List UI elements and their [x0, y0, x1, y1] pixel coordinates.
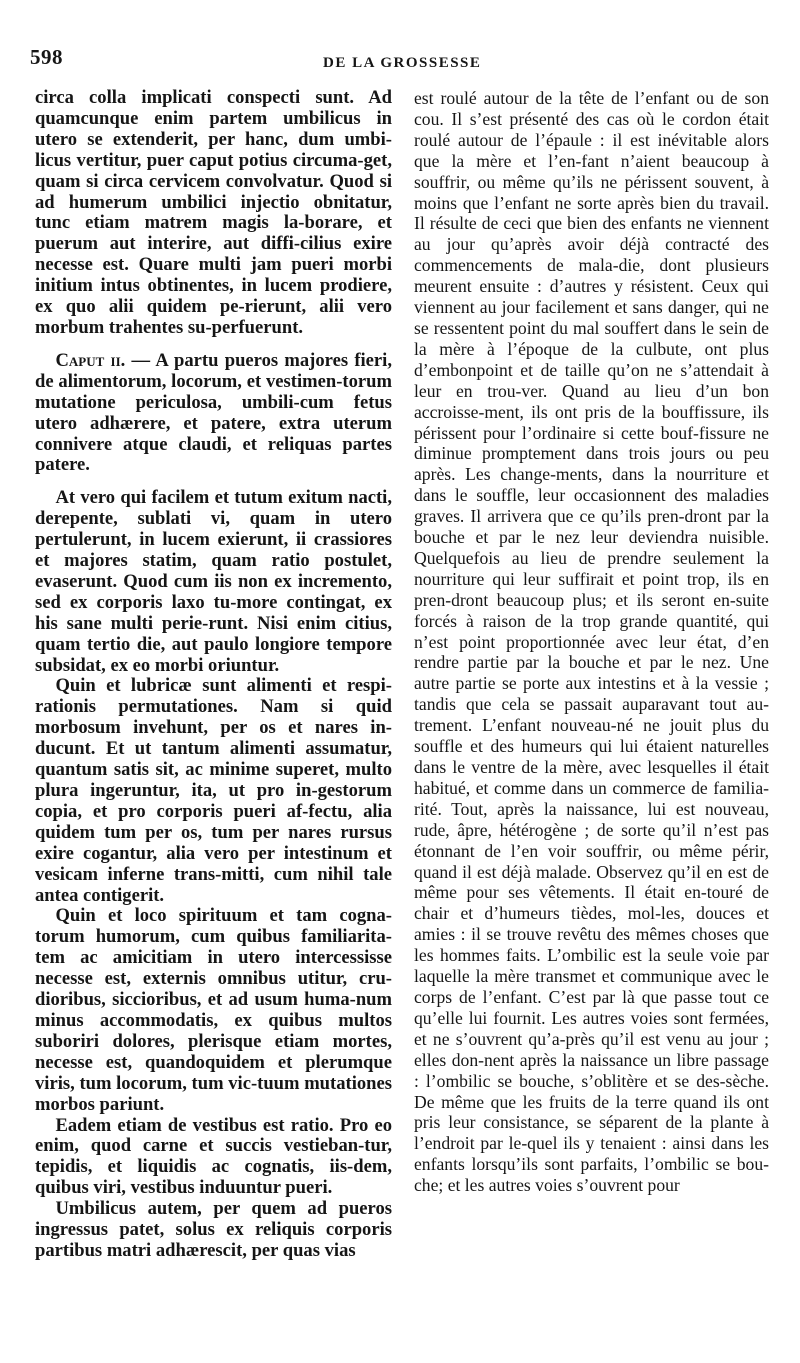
caput-summary: — A partu pueros majores fieri, de alimentorum, locorum, et vestimen-torum mutatione periculosa, umbili-cum fetus utero adhærere, et patere, extra uterum connivere atque claudi, et reliquas partes patere. — [35, 349, 392, 476]
running-head: DE LA GROSSESSE — [323, 55, 482, 71]
paragraph: circa colla implicati conspecti sunt. Ad quamcunque enim partem umbilicus in utero se extenderit, per hanc, dum umbi-licus vertitur, puer caput potius circuma-get, quam si circa cervicem convolvatur. Quod si ad humerum umbilici injectio obnitatur, tunc etiam matrem magis la-borare, et puerum aut interire, aut diffi-cilius exire necesse est. Quare multi jam pueri morbi initium intus obtinentes, in lucem prodiere, ex quo alii quidem pe-rierunt, alii vero morbum trahentes su-perfuerunt. — [35, 87, 392, 338]
page-number: 598 — [30, 45, 63, 69]
paragraph: Quin et lubricæ sunt alimenti et respi-rationis permutationes. Nam si quid morbosum invehunt, per os et nares in-ducunt. Et ut tantum alimenti assumatur, quantum satis sit, ac minime superet, multo plura ingeruntur, ita, ut pro in-gestorum copia, et pro corporis pueri af-fectu, alia quidem tum per os, tum per nares rursus exire cogantur, alia vero per intestinum et vesicam inferne trans-mitti, cum nihil tale antea contigerit. — [35, 675, 392, 906]
caput-heading-paragraph — [35, 351, 392, 476]
latin-column — [35, 88, 392, 1262]
paragraph: At vero qui facilem et tutum exitum nacti, derepente, sublati vi, quam in utero pertulerunt, in lucem exierunt, ii crassiores et majores statim, quam ratio postulet, evaserunt. Quod cum iis non ex incremento, sed ex corporis laxo tu-more contingat, ex his sane multi perie-runt. Nisi enim citius, quam tertio die, aut paulo longiore tempore subsidat, ex eo morbi oriuntur. — [35, 487, 392, 676]
paragraph: est roulé autour de la tête de l’enfant ou de son cou. Il s’est présenté des cas où le cordon était roulé autour de l’épaule : il est inévitable alors que la mère et l’en-fant n’aient beaucoup à souffrir, ou même qu’ils ne périssent souvent, à moins que l’enfant ne sorte après bien du travail. Il résulte de ceci que bien des enfants ne viennent au jour qu’après avoir déjà contracté des commencements de mala-die, dont plusieurs meurent ensuite : d’autres y résistent. Ceux qui viennent au jour facilement et sans danger, qui ne se ressentent point du mal souffert dans le sein de la mère à l’époque de la culbute, ont plus d’embonpoint et de taille qu’on ne s’attendait à leur en trou-ver. Quand au lieu d’un bon accroisse-ment, ils ont pris de la bouffissure, ils périssent pour l’ordinaire si cette bouf-fissure ne diminue promptement dans trois jours ou peu après. Les change-ments, dans la nourriture et dans le souffle, leur occasionnent des maladies graves. Il arrivera que ce qu’ils pren-dront par la bouche et par le nez leur deviendra nuisible. Quelquefois au lieu de prendre seulement la nourriture qui leur suffirait et point trop, ils en pren-dront beaucoup plus; et ils seront en-suite forcés à raison de la trop grande quantité, qui n’est point proportionnée avec leur état, d’en rendre partie par la bouche et par le nez. Une autre partie se porte aux intestins et à la vessie ; tandis que cela se passait auparavant tout au-trement. L’enfant nouveau-né ne jouit plus du souffle et des humeurs qui lui étaient naturelles dans le ventre de la mère, avec lesquelles il était habitué, et comme dans un commerce de familia-rité. Tout, après la naissance, lui est nouveau, rude, âpre, hétérogène ; de sorte qu’il n’est pas étonnant de l’en voir souffrir, ou même périr, quand il est déjà malade. Observez qu’il en est de même pour ses vêtements. Il était en-touré de chair et d’humeurs tièdes, mol-les, douces et amies : il se trouve revêtu des mêmes choses que les hommes faits. L’ombilic est la seule voie par laquelle la mère transmet et communique avec le corps de l’enfant. C’est par là que passe tout ce qu’elle lui fournit. Les autres voies sont fermées, et ne s’ouvrent qu’a-près qu’il est venu au jour ; elles don-nent après la naissance un libre passage : l’ombilic se bouche, s’oblitère et se des-sèche. De même que les fruits de la terre quand ils ont pris leur consistance, se séparent de la plante à l’endroit par le-quel ils y tenaient : ainsi dans les enfants lorsqu’ils sont parfaits, l’ombilic se bou-che; et les autres voies s’ouvrent pour — [414, 88, 769, 1196]
paragraph: Umbilicus autem, per quem ad pueros ingressus patet, solus ex reliquis corporis partibus matri adhærescit, per quas vias — [35, 1198, 392, 1261]
french-column — [414, 88, 769, 1196]
paragraph: Quin et loco spirituum et tam cogna-torum humorum, cum quibus familiarita-tem ac amicitiam in utero intercessisse necesse est, externis omnibus utitur, cru-dioribus, siccioribus, et ad usum huma-num minus accommodatis, ex quibus multos suboriri dolores, plerisque etiam mortes, necesse est, quandoquidem et plerumque viris, tum locorum, tum vic-tuum mutationes morbos pariunt. — [35, 905, 392, 1115]
caput-label: Caput ii. — [55, 349, 126, 371]
paragraph: Eadem etiam de vestibus est ratio. Pro eo enim, quod carne et succis vestieban-tur, tepidis, et liquidis ac cognatis, iis-dem, quibus viri, vestibus induuntur pueri. — [35, 1114, 392, 1199]
